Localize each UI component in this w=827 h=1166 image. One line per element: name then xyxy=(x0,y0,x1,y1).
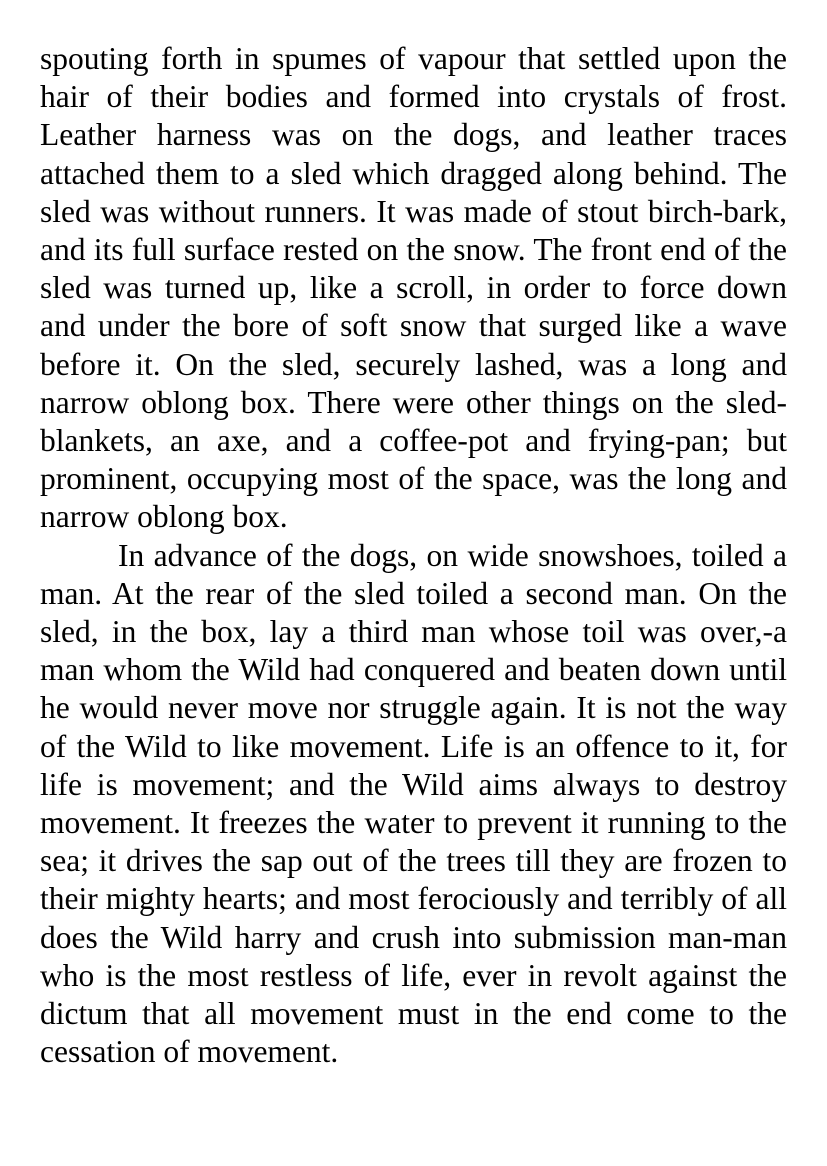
paragraph-wild-movement: In advance of the dogs, on wide snowshoes, toiled a man. At the rear of the sled toiled a second man. On the sled, in the box, lay a third man whose toil was over,-a man whom the Wild had conquered and beaten down until he would never move nor struggle again. It is not the way of the Wild to like movement. Life is an offence to it, for life is movement; and the Wild aims always to destroy movement. It freezes the water to prevent it running to the sea; it drives the sap out of the trees till they are frozen to their mighty hearts; and most ferociously and terribly of all does the Wild harry and crush into submission man-man who is the most restless of life, ever in revolt against the dictum that all movement must in the end come to the cessation of movement. xyxy=(40,537,787,1070)
paragraph-sled-description: spouting forth in spumes of vapour that settled upon the hair of their bodies and formed into crystals of frost. Leather harness was on the dogs, and leather traces attached them to a sled which dragged along behind. The sled was without runners. It was made of stout birch-bark, and its full surface rested on the snow. The front end of the sled was turned up, like a scroll, in order to force down and under the bore of soft snow that surged like a wave before it. On the sled, securely lashed, was a long and narrow oblong box. There were other things on the sled-blankets, an axe, and a coffee-pot and frying-pan; but prominent, occupying most of the space, was the long and narrow oblong box. xyxy=(40,41,787,535)
book-page xyxy=(40,40,787,1071)
